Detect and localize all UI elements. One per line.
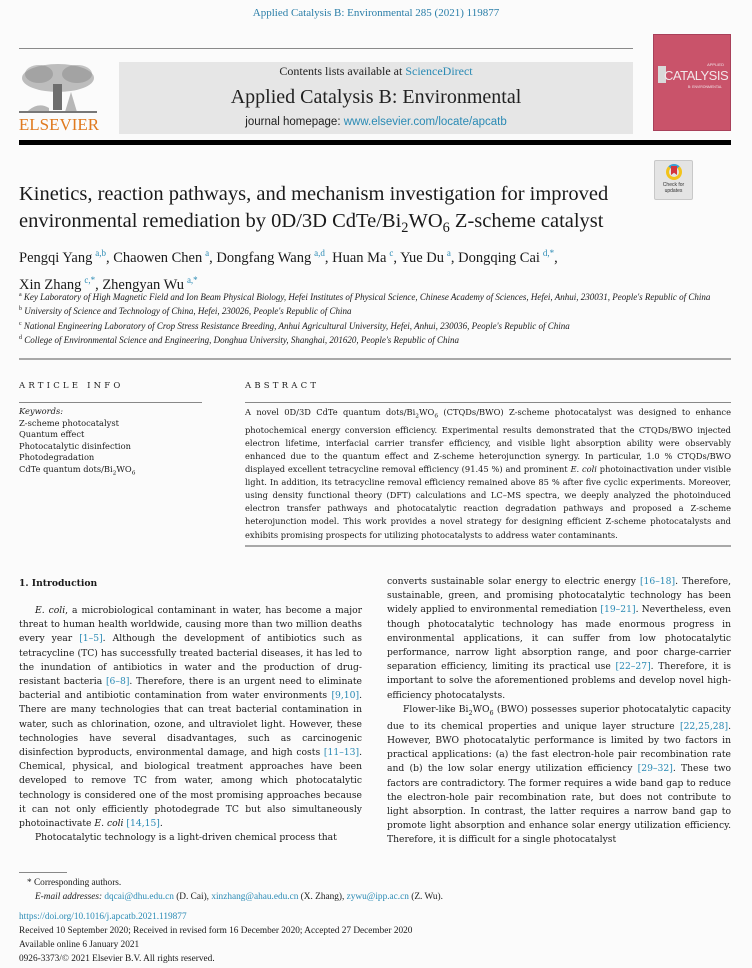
paragraph: Flower-like $Bi_2WO_6$ (BWO) possesses superior photocatalytic capacity due to its chemical properties and unique layer structure [22,25,28]. However, BWO photocatalytic performance is limited by two factors in practical applications: (a) the fast electron-hole pair recombination rate and (b) the low solar energy utilization efficiency [29–32]. These two factors are contradictory. The former requires a wide band gap to reduce the electron-hole pair recombination rate, but does not contribute to light absorption. In contrast, the latter requires a narrow band gap to promote light absorption and enhance solar energy utilization efficiency. Therefore, it is difficult for a single photocatalyst: [387, 703, 731, 846]
author-affiliation-marker[interactable]: a: [446, 248, 451, 258]
corresponding-note: * Corresponding authors.: [27, 878, 122, 888]
abstract-rule: [245, 402, 731, 403]
received-dates: Received 10 September 2020; Received in revised form 16 December 2020; Accepted 27 December 2020: [19, 926, 413, 936]
contents-prefix: Contents lists available at: [279, 64, 406, 78]
affiliation: [19, 289, 719, 303]
article-info-heading: ARTICLE INFO: [19, 381, 124, 391]
keyword[interactable]: Z-scheme photocatalyst: [19, 417, 119, 428]
citation-link[interactable]: [1–5]: [79, 633, 103, 645]
author-name[interactable]: Huan Ma: [332, 249, 387, 266]
publication-info: [19, 910, 719, 966]
author-name[interactable]: Pengqi Yang: [19, 249, 93, 266]
affiliation-text: National Engineering Laboratory of Crop Stress Resistance Breeding, Anhui Agricultural University, Hefei, Anhui, 230036, People's Republic of China: [23, 320, 570, 331]
affiliation-label: d: [19, 335, 22, 342]
keywords-block: [19, 406, 219, 480]
running-header[interactable]: Applied Catalysis B: Environmental 285 (2021) 119877: [252, 7, 500, 19]
citation-link[interactable]: [19–21]: [600, 604, 636, 616]
paragraph: E. coli, a microbiological contaminant in water, has become a major threat to human health worldwide, causing more than two million deaths every year [1–5]. Although the development of antibiotics such as tetracycline (TC) has successfully treated bacterial diseases, it has led to the inundation of antibiotics in water and the production of drug-resistant bacteria [6–8]. Therefore, there is an urgent need to eliminate bacterial and antibiotic contamination from water environments [9,10]. There are many technologies that can treat bacterial contamination in water, such as chlorination, ozone, and ultraviolet light. However, these technologies have several disadvantages, such as carcinogenic disinfection byproducts, environmental damage, and high costs [11–13]. Chemical, physical, and biological treatment approaches have been developed to remove TC from water, among which photocatalytic technology is considered one of the most promising approaches because it can not only efficiently photodegrade TC but also simultaneously photoinactivate E. coli [14,15].: [19, 605, 362, 830]
doi-link[interactable]: https://doi.org/10.1016/j.apcatb.2021.119877: [19, 912, 187, 922]
cover-applied: APPLIED: [707, 62, 724, 67]
affiliation-text: Key Laboratory of High Magnetic Field and Ion Beam Physical Biology, Hefei Institutes of Physical Science, Chinese Academy of Sciences, Hefei, Anhui, 230031, People's Republic of China: [23, 292, 711, 302]
article-info-rule: [19, 402, 202, 403]
homepage-link[interactable]: www.elsevier.com/locate/apcatb: [343, 116, 507, 128]
abstract-end-rule: [245, 545, 731, 547]
abstract-text: A novel 0D/3D CdTe quantum dots/$Bi_2WO_6$ (CTQDs/BWO) Z-scheme photocatalyst was designed to enhance photochemical energy conversion efficiency. Experimental results demonstrated that the CTQDs/BWO injected electron lifetime, interfacial carrier transfer efficiency, and visible light absorption ability were observably enhanced due to the quantum effect and Z-scheme heterojunction synergy. In particular, 1.0 % CTQDs/BWO displayed excellent tetracycline removal efficiency (91.45 %) and prominent E. coli photoinactivation under visible light. In addition, its tetracycline removal efficiency remained above 85 % after five cyclic experiments. Moreover, using density functional theory (DFT) calculations and LC–MS spectra, we deeply analyzed the photoinduced electron transfer pathways and photocatalytic reaction degradation pathways and proposed a Z-scheme heterojunction model. This work provides a novel strategy for designing efficient Z-scheme photocatalysts and exhibits promising prospects for utilizing photocatalysts to address water contaminants.: [245, 407, 731, 540]
affiliation-label: b: [19, 306, 22, 313]
keywords-label: Keywords:: [19, 406, 64, 416]
affiliation-text: College of Environmental Science and Engineering, Donghua University, Shanghai, 201620, People's Republic of China: [24, 335, 460, 346]
author-name[interactable]: Xin Zhang: [19, 276, 82, 293]
author-list: Pengqi Yang $^{a,b}$, Chaowen Chen $^a$, Dongfang Wang $^{a,d}$, Huan Ma $^c$, Yue Du $^a$, Dongqing Cai $^{d,*}$, Xin Zhang $^{c,*}$, Zhengyan Wu $^{a,*}$: [19, 248, 558, 293]
email-link[interactable]: dqcai@dhu.edu.cn: [104, 892, 174, 902]
journal-masthead: [119, 62, 633, 134]
homepage-prefix: journal homepage:: [245, 116, 344, 128]
section-rule: [19, 358, 731, 360]
keyword[interactable]: Photocatalytic disinfection: [19, 440, 131, 451]
citation-link[interactable]: [29–32]: [637, 763, 673, 775]
author-name[interactable]: Dongfang Wang: [216, 249, 312, 266]
sciencedirect-link[interactable]: ScienceDirect: [405, 64, 473, 78]
elsevier-wordmark: ELSEVIER: [18, 115, 100, 134]
citation-link[interactable]: [16–18]: [639, 576, 676, 587]
author-name[interactable]: Dongqing Cai: [458, 249, 540, 266]
email-link[interactable]: zywu@ipp.ac.cn: [346, 892, 409, 902]
citation-link[interactable]: [9,10]: [331, 690, 360, 702]
header-rule: [19, 48, 633, 49]
email-link[interactable]: xinzhang@ahau.edu.cn: [211, 892, 299, 902]
author-name[interactable]: Zhengyan Wu: [102, 276, 185, 293]
affiliation-text: University of Science and Technology of China, Hefei, 230026, People's Republic of China: [24, 306, 352, 317]
check-updates-text: Check for updates: [662, 182, 685, 194]
contents-line: [119, 64, 633, 79]
affiliation: [19, 332, 719, 346]
abstract-heading: ABSTRACT: [245, 381, 320, 391]
keyword[interactable]: Photodegradation: [19, 452, 95, 463]
affiliation-label: a: [19, 292, 22, 298]
masthead-rule: [19, 140, 731, 145]
paragraph: converts sustainable solar energy to electric energy [16–18]. Therefore, sustainable, green, and promising photocatalytic technology has been widely applied to environmental remediation [19–21]. Nevertheless, even though photocatalytic technology has made enormous progress in environmental applications, it can suffer from low photocatalytic performance, narrow light absorption range, and poor charge-carrier separation efficiency, limiting its practical use [22–27]. Therefore, it is important to solve the aforementioned problems and develop novel high-efficiency photocatalysts.: [387, 576, 731, 701]
footnote-rule: [19, 872, 67, 873]
citation-link[interactable]: [6–8]: [105, 676, 130, 688]
author-affiliation-marker[interactable]: a,d: [314, 248, 325, 258]
paragraph: Photocatalytic technology is a light-driven chemical process that: [35, 832, 337, 844]
citation-link[interactable]: [22,25,28]: [679, 720, 729, 732]
available-online: Available online 6 January 2021: [19, 940, 140, 950]
introduction-heading: 1. Introduction: [19, 578, 98, 589]
author-affiliation-marker[interactable]: c,*: [84, 274, 96, 285]
intro-right-column: [387, 575, 731, 848]
affiliations: [19, 289, 719, 347]
cover-env: B: ENVIRONMENTAL: [687, 85, 722, 89]
journal-cover[interactable]: [653, 34, 731, 131]
author-affiliation-marker[interactable]: a,*: [186, 274, 198, 285]
author-name[interactable]: Chaowen Chen: [113, 249, 203, 266]
elsevier-tree-icon: [19, 62, 97, 114]
affiliation-label: c: [19, 320, 22, 327]
copyright: 0926-3373/© 2021 Elsevier B.V. All rights reserved.: [19, 954, 215, 964]
cover-catalysis: CATALYSIS: [664, 68, 729, 83]
intro-left-column: [19, 604, 362, 845]
citation-link[interactable]: [14,15]: [126, 818, 160, 830]
keyword[interactable]: Quantum effect: [19, 429, 85, 440]
affiliation: [19, 318, 719, 332]
journal-title: Applied Catalysis B: Environmental: [230, 86, 522, 108]
affiliation: [19, 303, 719, 317]
keyword[interactable]: CdTe quantum dots/$Bi_2WO_6$: [19, 463, 136, 477]
author-affiliation-marker[interactable]: a: [205, 248, 210, 258]
article-title: Kinetics, reaction pathways, and mechanism investigation for improved environmental remediation by 0D/3D CdTe/$Bi_2WO_6$ Z-scheme catalyst: [19, 183, 609, 237]
author-affiliation-marker[interactable]: c: [389, 248, 394, 258]
footnotes: [19, 876, 719, 904]
email-line: E-mail addresses: dqcai@dhu.edu.cn (D. Cai), xinzhang@ahau.edu.cn (X. Zhang), zywu@ipp.ac.cn (Z. Wu).: [35, 892, 443, 902]
homepage-line: [119, 116, 633, 128]
check-for-updates-button[interactable]: [654, 160, 693, 200]
author-name[interactable]: Yue Du: [400, 249, 445, 266]
elsevier-logo[interactable]: [17, 62, 101, 134]
author-affiliation-marker[interactable]: a,b: [95, 248, 106, 258]
citation-link[interactable]: [22–27]: [615, 661, 651, 673]
citation-link[interactable]: [11–13]: [323, 747, 360, 759]
author-affiliation-marker[interactable]: d,*: [542, 248, 555, 258]
